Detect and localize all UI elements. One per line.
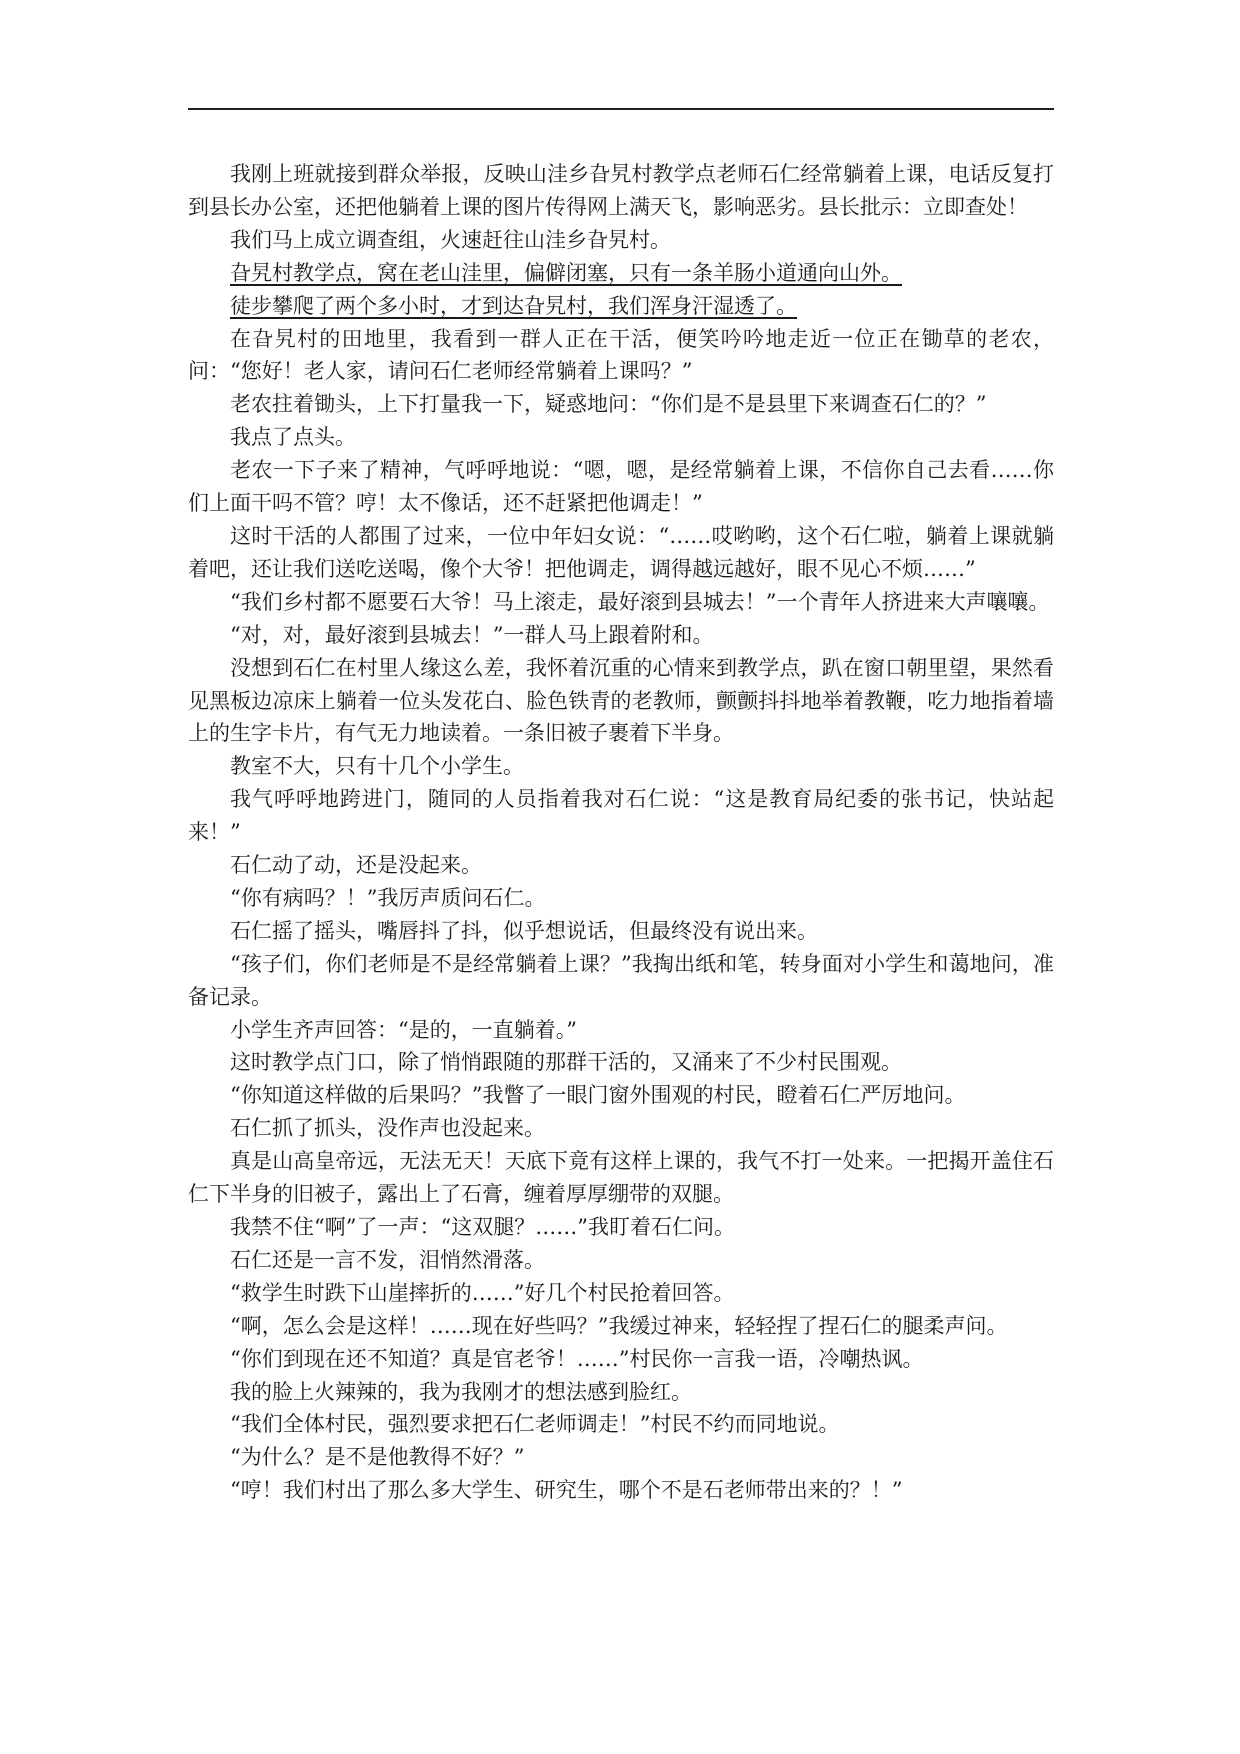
paragraph (188, 1343, 1054, 1376)
paragraph-text: “对，对，最好滚到县城去！”一群人马上跟着附和。 (230, 622, 714, 647)
paragraph-text: 石仁还是一言不发，泪悄然滑落。 (230, 1247, 545, 1272)
paragraph (188, 1079, 1054, 1112)
paragraph-text: 我点了点头。 (230, 425, 356, 450)
paragraph (188, 257, 1054, 290)
paragraph-text: 我的脸上火辣辣的，我为我刚才的想法感到脸红。 (230, 1379, 692, 1404)
paragraph (188, 1046, 1054, 1079)
paragraph-text: 没想到石仁在村里人缘这么差，我怀着沉重的心情来到教学点，趴在窗口朝里望，果然看见黑板边凉床上躺着一位头发花白、脸色铁青的老教师，颤颤抖抖地举着教鞭，吃力地指着墙上的生字卡片，有气无力地读着。一条旧被子裹着下半身。 (188, 655, 1054, 746)
paragraph-text: 老农一下子来了精神，气呼呼地说：“嗯，嗯，是经常躺着上课，不信你自己去看……你们上面干吗不管？哼！太不像话，还不赶紧把他调走！” (188, 458, 1054, 516)
paragraph-text: “孩子们，你们老师是不是经常躺着上课？”我掏出纸和笔，转身面对小学生和蔼地问，准备记录。 (188, 951, 1054, 1009)
paragraph (188, 750, 1054, 783)
paragraph (188, 1310, 1054, 1343)
paragraph-text: 教室不大，只有十几个小学生。 (230, 754, 524, 779)
paragraph (188, 1244, 1054, 1277)
paragraph-text: “我们全体村民，强烈要求把石仁老师调走！”村民不约而同地说。 (230, 1412, 840, 1437)
paragraph (188, 1145, 1054, 1211)
paragraph (188, 1014, 1054, 1047)
paragraph-text: “救学生时跌下山崖摔折的……”好几个村民抢着回答。 (230, 1280, 735, 1305)
paragraph (188, 586, 1054, 619)
paragraph (188, 915, 1054, 948)
paragraph (188, 1474, 1054, 1507)
paragraph-text: 在旮旯村的田地里，我看到一群人正在干活，便笑吟吟地走近一位正在锄草的老农，问：“您好！老人家，请问石仁老师经常躺着上课吗？” (188, 326, 1054, 384)
paragraph-text: “你们到现在还不知道？真是官老爷！……”村民你一言我一语，冷嘲热讽。 (230, 1346, 924, 1371)
paragraph-text: 这时教学点门口，除了悄悄跟随的那群干活的，又涌来了不少村民围观。 (230, 1050, 902, 1075)
paragraph (188, 1112, 1054, 1145)
paragraph-text: “我们乡村都不愿要石大爷！马上滚走，最好滚到县城去！”一个青年人挤进来大声嚷嚷。 (230, 589, 1050, 614)
paragraph-text: 小学生齐声回答：“是的，一直躺着。” (230, 1017, 577, 1042)
paragraph (188, 849, 1054, 882)
paragraph-text: 老农拄着锄头，上下打量我一下，疑惑地问：“你们是不是县里下来调查石仁的？” (230, 392, 987, 417)
paragraph (188, 290, 1054, 323)
paragraph-text: 我们马上成立调查组，火速赶往山洼乡旮旯村。 (230, 227, 671, 252)
paragraph-text: 我刚上班就接到群众举报，反映山洼乡旮旯村教学点老师石仁经常躺着上课，电话反复打到县长办公室，还把他躺着上课的图片传得网上满天飞，影响恶劣。县长批示：立即查处！ (188, 162, 1054, 219)
paragraph (188, 1441, 1054, 1474)
paragraph-text: “啊，怎么会是这样！……现在好些吗？”我缓过神来，轻轻捏了捏石仁的腿柔声问。 (230, 1313, 1008, 1338)
paragraph-text: “哼！我们村出了那么多大学生、研究生，哪个不是石老师带出来的？！” (230, 1478, 903, 1503)
paragraph-text: 石仁动了动，还是没起来。 (230, 853, 482, 878)
paragraph (188, 882, 1054, 915)
paragraph-text: 徒步攀爬了两个多小时，才到达旮旯村，我们浑身汗湿透了。 (230, 293, 797, 318)
paragraph-text: 我禁不住“啊”了一声：“这双腿？……”我盯着石仁问。 (230, 1215, 735, 1239)
paragraph-text: “为什么？是不是他教得不好？” (230, 1445, 525, 1470)
paragraph (188, 948, 1054, 1014)
paragraph-text: 我气呼呼地跨进门，随同的人员指着我对石仁说：“这是教育局纪委的张书记，快站起来！” (188, 787, 1054, 845)
paragraph (188, 454, 1054, 520)
paragraph (188, 1277, 1054, 1310)
paragraph (188, 652, 1054, 751)
paragraph (188, 1211, 1054, 1244)
paragraph (188, 783, 1054, 849)
paragraph-text: 真是山高皇帝远，无法无天！天底下竟有这样上课的，我气不打一处来。一把揭开盖住石仁下半身的旧被子，露出上了石膏，缠着厚厚绷带的双腿。 (188, 1149, 1054, 1207)
paragraph (188, 421, 1054, 454)
paragraph (188, 619, 1054, 652)
paragraph (188, 520, 1054, 586)
paragraph (188, 1376, 1054, 1409)
paragraph (188, 224, 1054, 257)
header-rule (188, 108, 1054, 110)
paragraph (188, 1408, 1054, 1441)
paragraph-text: “你知道这样做的后果吗？”我瞥了一眼门窗外围观的村民，瞪着石仁严厉地问。 (230, 1083, 966, 1108)
paragraph (188, 323, 1054, 389)
paragraph-text: 这时干活的人都围了过来，一位中年妇女说：“……哎哟哟，这个石仁啦，躺着上课就躺着吧，还让我们送吃送喝，像个大爷！把他调走，调得越远越好，眼不见心不烦……” (188, 523, 1054, 581)
paragraph-text: 旮旯村教学点，窝在老山洼里，偏僻闭塞，只有一条羊肠小道通向山外。 (230, 260, 902, 285)
paragraph (188, 388, 1054, 421)
story-body (188, 158, 1054, 1507)
paragraph-text: 石仁抓了抓头，没作声也没起来。 (230, 1116, 545, 1141)
paragraph-text: 石仁摇了摇头，嘴唇抖了抖，似乎想说话，但最终没有说出来。 (230, 918, 818, 943)
paragraph (188, 158, 1054, 224)
paragraph-text: “你有病吗？！”我厉声质问石仁。 (230, 885, 546, 910)
